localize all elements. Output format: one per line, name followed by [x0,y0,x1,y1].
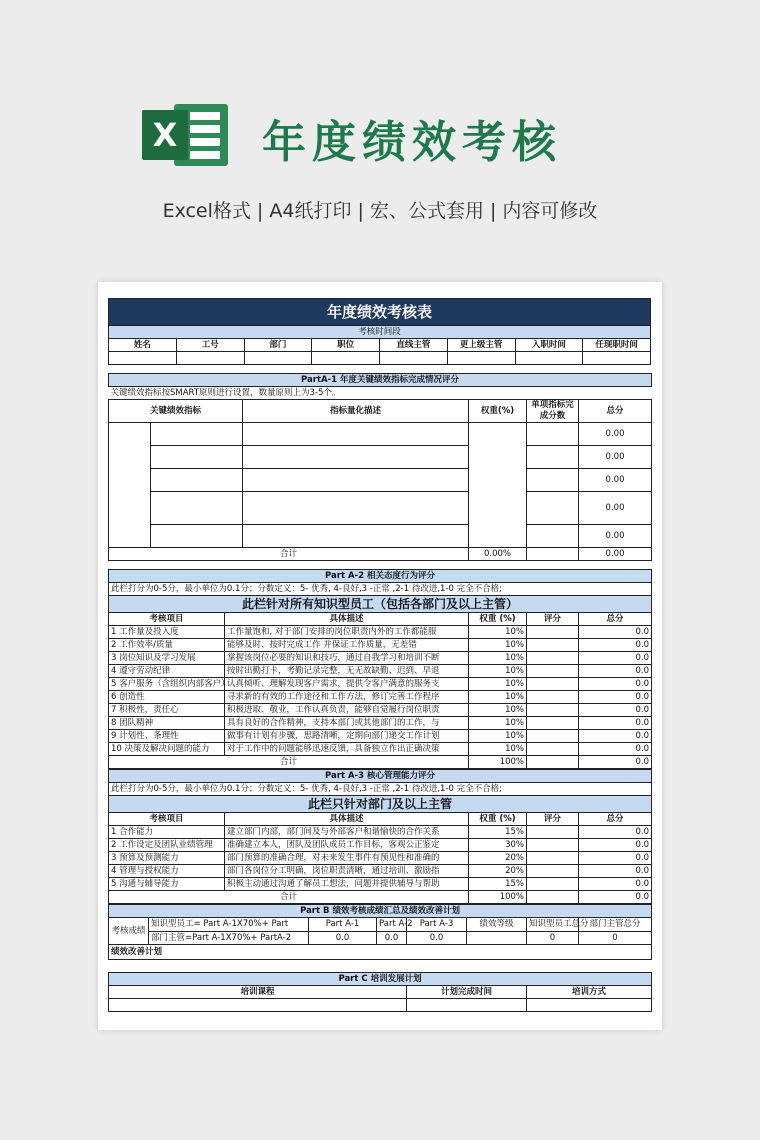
info-cell[interactable] [244,352,312,365]
a2-desc: 按时出勤打卡，考勤记录完整，无无故缺勤、迟到、早退 [225,665,469,678]
a2-item: 8 团队精神 [109,717,225,730]
c-column-headers [109,986,652,999]
info-cell[interactable] [312,352,380,365]
b-col: Part A-1 [309,918,377,932]
desc-cell[interactable] [243,525,469,548]
a2-score: 0.0 [579,717,652,730]
a3-note: 此栏打分为0-5分，最小单位为0.1分；分数定义：5- 优秀, 4-良好,3 -正常 ,2-1 待改进,1-0 完全不合格; [109,783,652,796]
b-header: Part B 绩效考核成绩汇总及绩效改善计划 [109,905,652,918]
b-val: 0.0 [407,931,467,945]
a3-rating[interactable] [527,826,579,839]
c-cell[interactable] [407,999,527,1012]
a1-header: PartA-1 年度关键绩效指标完成情况评分 [109,374,652,387]
b-col: Part A-2 [377,918,407,932]
a2-rating[interactable] [527,691,579,704]
a3-item: 1 合作能力 [109,826,225,839]
a3-total-blank [527,891,579,904]
kpi-cell[interactable] [151,469,243,492]
a3-total-score: 0.0 [579,891,652,904]
a1-col-kpi: 关键绩效指标 [109,400,243,423]
a2-score: 0.0 [579,678,652,691]
a1-row[interactable] [109,446,652,469]
a2-row[interactable] [109,743,652,756]
a3-score: 0.0 [579,865,652,878]
a3-weight: 15% [469,826,527,839]
c-header: Part C 培训发展计划 [109,973,652,986]
a2-total-row [109,756,652,769]
a3-item: 3 预算及预测能力 [109,852,225,865]
a1-total-label: 合计 [109,548,469,561]
a2-desc: 做事有计划有步骤，思路清晰，定期向部门递交工作计划 [225,730,469,743]
part-a3-table [108,769,652,904]
a2-weight: 10% [469,717,527,730]
a3-row[interactable] [109,865,652,878]
a2-total-label: 合计 [109,756,469,769]
a2-rating[interactable] [527,704,579,717]
a1-row[interactable] [109,469,652,492]
hero-banner [0,0,760,270]
a2-item: 7 积极性，责任心 [109,704,225,717]
a2-score: 0.0 [579,691,652,704]
b-col: Part A-3 [407,918,467,932]
part-c-table [108,972,652,1012]
info-cell[interactable] [380,352,448,365]
hero-subtitle: Excel格式 | A4纸打印 | 宏、公式套用 | 内容可修改 [162,200,598,222]
a2-row[interactable] [109,665,652,678]
item-score-cell[interactable] [527,525,579,548]
item-score-cell[interactable] [527,492,579,525]
a2-desc: 认真倾听、理解发现客户需求，提供令客户满意的服务支 [225,678,469,691]
a2-item: 9 计划性、条理性 [109,730,225,743]
a2-note: 此栏打分为0-5分，最小单位为0.1分；分数定义：5- 优秀, 4-良好,3 -正常 ,2-1 待改进,1-0 完全不合格; [109,583,652,596]
a2-desc: 具有良好的合作精神，支持本部门或其他部门的工作，与 [225,717,469,730]
a1-total-blank [527,548,579,561]
b-formula-2: 部门主管=Part A-1X70%+ PartA-2 [149,931,309,945]
a2-item: 1 工作量及投入度 [109,626,225,639]
a2-rating[interactable] [527,665,579,678]
a3-total-weight: 100% [469,891,527,904]
a2-desc: 积极进取、敬业，工作认真负责，能够自觉履行岗位职责 [225,704,469,717]
a2-score: 0.0 [579,652,652,665]
a2-score: 0.0 [579,665,652,678]
a3-row[interactable] [109,839,652,852]
a3-header: Part A-3 核心管理能力评分 [109,770,652,783]
c-col: 培训方式 [527,986,652,999]
a3-desc: 建立部门内部，部门间及与外部客户和谐愉快的合作关系 [225,826,469,839]
part-a2-table [108,569,652,769]
a2-weight: 10% [469,691,527,704]
a2-banner: 此栏针对所有知识型员工（包括各部门及以上主管） [109,596,652,613]
c-col: 培训课程 [109,986,407,999]
a2-item: 10 决策及解决问题的能力 [109,743,225,756]
part-b-table [108,904,652,972]
item-score-cell[interactable] [527,446,579,469]
a1-total-row [109,548,652,561]
a2-desc: 掌握该岗位必要的知识和技巧，通过自我学习和培训不断 [225,652,469,665]
a3-score: 0.0 [579,826,652,839]
a3-col: 具体描述 [225,813,469,826]
kpi-cell[interactable] [151,525,243,548]
a2-row[interactable] [109,626,652,639]
a3-column-headers [109,813,652,826]
info-cell[interactable] [583,352,651,365]
b-val: 0.0 [309,931,377,945]
a2-weight: 10% [469,730,527,743]
b-value-row [109,931,652,945]
a2-rating[interactable] [527,639,579,652]
a2-header: Part A-2 相关态度行为评分 [109,570,652,583]
b-col: 绩效等级 [467,918,527,932]
a3-weight: 20% [469,852,527,865]
a2-item: 2 工作效率/质量 [109,639,225,652]
desc-cell[interactable] [243,423,469,446]
info-header-row [109,339,651,352]
c-col: 计划完成时间 [407,986,527,999]
a3-score: 0.0 [579,878,652,891]
a2-desc: 能够及时、按时完成工作 并保证工作质量，无差错 [225,639,469,652]
a3-total-label: 合计 [109,891,469,904]
a2-score: 0.0 [579,626,652,639]
a2-row[interactable] [109,639,652,652]
a2-rating[interactable] [527,743,579,756]
kpi-cell[interactable] [151,423,243,446]
a3-banner: 此栏只针对部门及以上主管 [109,796,652,813]
part-a1-table [108,373,652,569]
item-score-cell[interactable] [527,423,579,446]
a1-note: 关键绩效指标按SMART原则进行设置，数量原则上为3-5个。 [110,388,341,398]
a2-weight: 10% [469,639,527,652]
a1-col-weight: 权重(%) [469,400,527,423]
a2-rating[interactable] [527,626,579,639]
a2-score: 0.0 [579,730,652,743]
desc-cell[interactable] [243,492,469,525]
info-header: 更上级主管 [447,339,515,352]
a1-row[interactable] [109,492,652,525]
a2-rows [109,626,652,756]
c-cell[interactable] [109,999,407,1012]
a2-weight: 10% [469,626,527,639]
a2-col: 具体描述 [225,613,469,626]
a3-weight: 15% [469,878,527,891]
a2-col: 评分 [527,613,579,626]
info-header: 入职时间 [515,339,583,352]
a3-col: 总分 [579,813,652,826]
a3-weight: 30% [469,839,527,852]
a1-col-item-score: 单项指标完成分数 [527,400,579,423]
a1-row[interactable] [109,525,652,548]
excel-logo-icon [140,100,232,170]
a2-item: 5 客户服务（含组织内部客户） [109,678,225,691]
a2-desc: 寻求新的有效的工作途径和工作方法，修订完善工作程序 [225,691,469,704]
a2-item: 3 岗位知识及学习发展 [109,652,225,665]
a3-item: 5 沟通与辅导能力 [109,878,225,891]
a3-row[interactable] [109,826,652,839]
a2-total-score: 0.0 [579,756,652,769]
a1-column-headers [109,400,652,423]
a1-score: 0.00 [579,469,652,492]
info-header: 任现职时间 [583,339,651,352]
a3-col: 权重 (%) [469,813,527,826]
period-label: 考核时间段 [109,326,651,339]
desc-cell[interactable] [243,446,469,469]
info-header: 职位 [312,339,380,352]
a3-score: 0.0 [579,839,652,852]
a3-rows [109,826,652,891]
a2-weight: 10% [469,704,527,717]
b-val[interactable] [467,931,527,945]
a3-desc: 积极主动通过沟通了解员工想法，问题并提供辅导与帮助 [225,878,469,891]
a2-weight: 10% [469,665,527,678]
a2-total-weight: 100% [469,756,527,769]
info-cell[interactable] [447,352,515,365]
a2-row[interactable] [109,691,652,704]
a1-col-total: 总分 [579,400,652,423]
info-header: 直线主管 [380,339,448,352]
a2-col: 总分 [579,613,652,626]
a1-score: 0.00 [579,525,652,548]
a2-rating[interactable] [527,717,579,730]
a3-item: 2 工作设定及团队业绩管理 [109,839,225,852]
a2-desc: 对于工作中的问题能够迅速反馈，具备独立作出正确决策 [225,743,469,756]
a3-total-row [109,891,652,904]
b-col: 部门主管总分 [579,918,652,932]
hero-title: 年度绩效考核 [262,117,562,168]
c-row[interactable] [109,999,652,1012]
a2-score: 0.0 [579,743,652,756]
a1-row[interactable] [109,423,652,446]
kpi-cell[interactable] [151,446,243,469]
a1-score: 0.00 [579,446,652,469]
a1-total-score: 0.00 [579,548,652,561]
info-cell[interactable] [109,352,177,365]
b-plan-label: 绩效改善计划 [109,945,652,960]
a3-col: 评分 [527,813,579,826]
spreadsheet-preview [98,282,662,1030]
a3-row[interactable] [109,878,652,891]
a2-item: 6 创造性 [109,691,225,704]
a3-row[interactable] [109,852,652,865]
sheet-title: 年度绩效考核表 [109,299,651,326]
a3-score: 0.0 [579,852,652,865]
item-score-cell[interactable] [527,469,579,492]
b-formula-1: 知识型员工= Part A-1X70%+ Part [149,918,309,932]
info-value-row[interactable] [109,352,651,365]
a2-row[interactable] [109,730,652,743]
a1-merged-cell[interactable] [109,423,151,548]
a3-desc: 部门各岗位分工明确，岗位职责清晰，通过培训、激励指 [225,865,469,878]
info-cell[interactable] [176,352,244,365]
a3-desc: 部门预算的准确合理，对未来发生事件有预见性和准确的 [225,852,469,865]
a1-score: 0.00 [579,492,652,525]
a3-desc: 准确建立本人，团队及团队成员工作目标，客观公正鉴定 [225,839,469,852]
a2-col: 考核项目 [109,613,225,626]
a2-score: 0.0 [579,704,652,717]
kpi-cell[interactable] [151,492,243,525]
c-cell[interactable] [527,999,652,1012]
a2-row[interactable] [109,717,652,730]
a2-row[interactable] [109,704,652,717]
info-header: 姓名 [109,339,177,352]
a1-total-weight: 0.00% [469,548,527,561]
info-header: 工号 [176,339,244,352]
a2-weight: 10% [469,652,527,665]
a3-rating[interactable] [527,839,579,852]
header-table [108,298,651,373]
logo-letter: X [152,116,178,154]
desc-cell[interactable] [243,469,469,492]
a2-rating[interactable] [527,678,579,691]
a1-score: 0.00 [579,423,652,446]
weight-cell[interactable] [469,423,527,548]
b-val: 0.0 [377,931,407,945]
a2-column-headers [109,613,652,626]
a3-rating[interactable] [527,878,579,891]
a2-rating[interactable] [527,730,579,743]
a3-item: 4 管理与授权能力 [109,865,225,878]
a2-item: 4 遵守劳动纪律 [109,665,225,678]
a2-col: 权重 (%) [469,613,527,626]
a2-row[interactable] [109,652,652,665]
a2-weight: 10% [469,678,527,691]
a3-col: 考核项目 [109,813,225,826]
a3-weight: 20% [469,865,527,878]
a3-rating[interactable] [527,865,579,878]
b-row-label: 考核成绩 [109,918,149,945]
b-label-row [109,918,652,932]
a2-rating[interactable] [527,652,579,665]
a2-score: 0.0 [579,639,652,652]
info-cell[interactable] [515,352,583,365]
a2-total-blank [527,756,579,769]
info-header: 部门 [244,339,312,352]
a2-row[interactable] [109,678,652,691]
a2-weight: 10% [469,743,527,756]
a2-desc: 工作量饱和, 对于部门安排的岗位职责内外的工作都能服 [225,626,469,639]
b-val: 0 [527,931,579,945]
a3-rating[interactable] [527,852,579,865]
a1-col-desc: 指标量化描述 [243,400,469,423]
b-col: 知识型员工总分 [527,918,579,932]
b-val: 0 [579,931,652,945]
